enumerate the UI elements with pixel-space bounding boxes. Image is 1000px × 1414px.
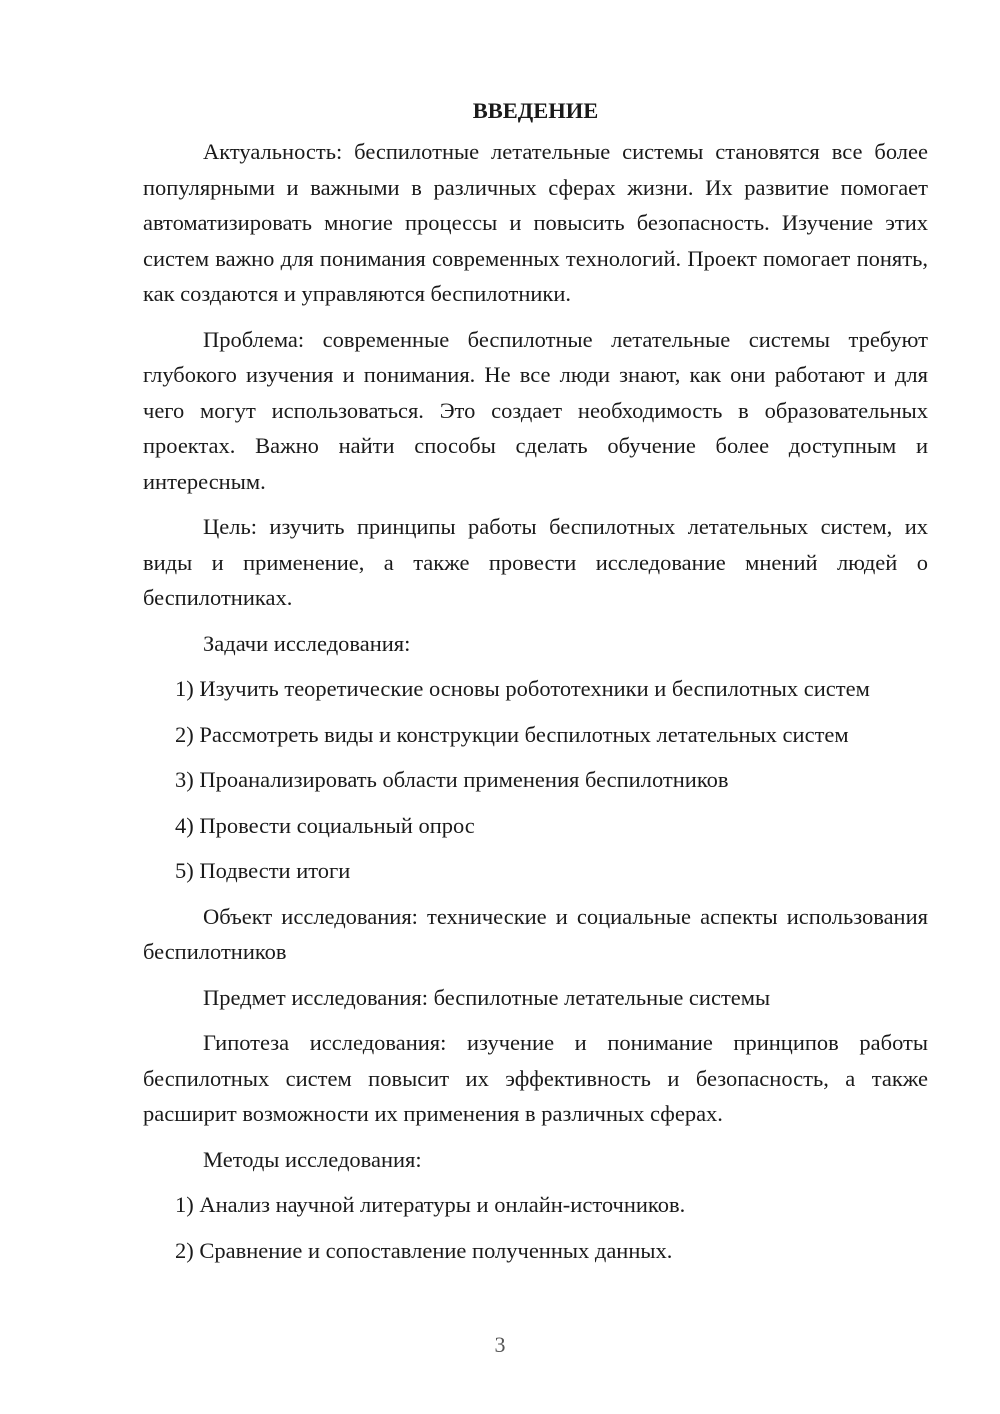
task-item: 3) Проанализировать области применения беспилотников	[175, 767, 729, 792]
methods-heading: Методы исследования:	[203, 1146, 422, 1172]
tasks-heading: Задачи исследования:	[203, 630, 411, 656]
object-paragraph: Объект исследования: технические и социальные аспекты использования беспилотников	[143, 903, 928, 964]
goal-paragraph: Цель: изучить принципы работы беспилотных летательных систем, их виды и применение, а также провести исследование мнений людей о беспилотниках.	[143, 514, 928, 610]
page-title: ВВЕДЕНИЕ	[472, 98, 599, 123]
task-item: 2) Рассмотреть виды и конструкции беспилотных летательных систем	[175, 721, 849, 747]
task-item: 1) Изучить теоретические основы робототехники и беспилотных систем	[175, 676, 870, 701]
page-number: 3	[494, 1332, 506, 1357]
method-item: 1) Анализ научной литературы и онлайн-источников.	[175, 1192, 686, 1217]
task-item: 5) Подвести итоги	[175, 858, 351, 883]
method-item: 2) Сравнение и сопоставление полученных данных.	[175, 1237, 673, 1263]
page-content	[143, 96, 928, 1278]
subject-paragraph: Предмет исследования: беспилотные летательные системы	[203, 984, 771, 1010]
hypothesis-paragraph: Гипотеза исследования: изучение и понимание принципов работы беспилотных систем повысит их эффективность и безопасность, а также расширит возможности их применения в различных сферах.	[143, 1030, 928, 1126]
task-item: 4) Провести социальный опрос	[175, 812, 475, 838]
problem-paragraph: Проблема: современные беспилотные летательные системы требуют глубокого изучения и понимания. Не все люди знают, как они работают и для чего могут использоваться. Это создает необходимость в образовательных проектах. Важно найти способы сделать обучение более доступным и интересным.	[143, 326, 928, 494]
relevance-paragraph: Актуальность: беспилотные летательные системы становятся все более популярными и важными в различных сферах жизни. Их развитие помогает автоматизировать многие процессы и повысить безопасность. Изучение этих систем важно для понимания современных технологий. Проект помогает понять, как создаются и управляются беспилотники.	[143, 139, 928, 306]
